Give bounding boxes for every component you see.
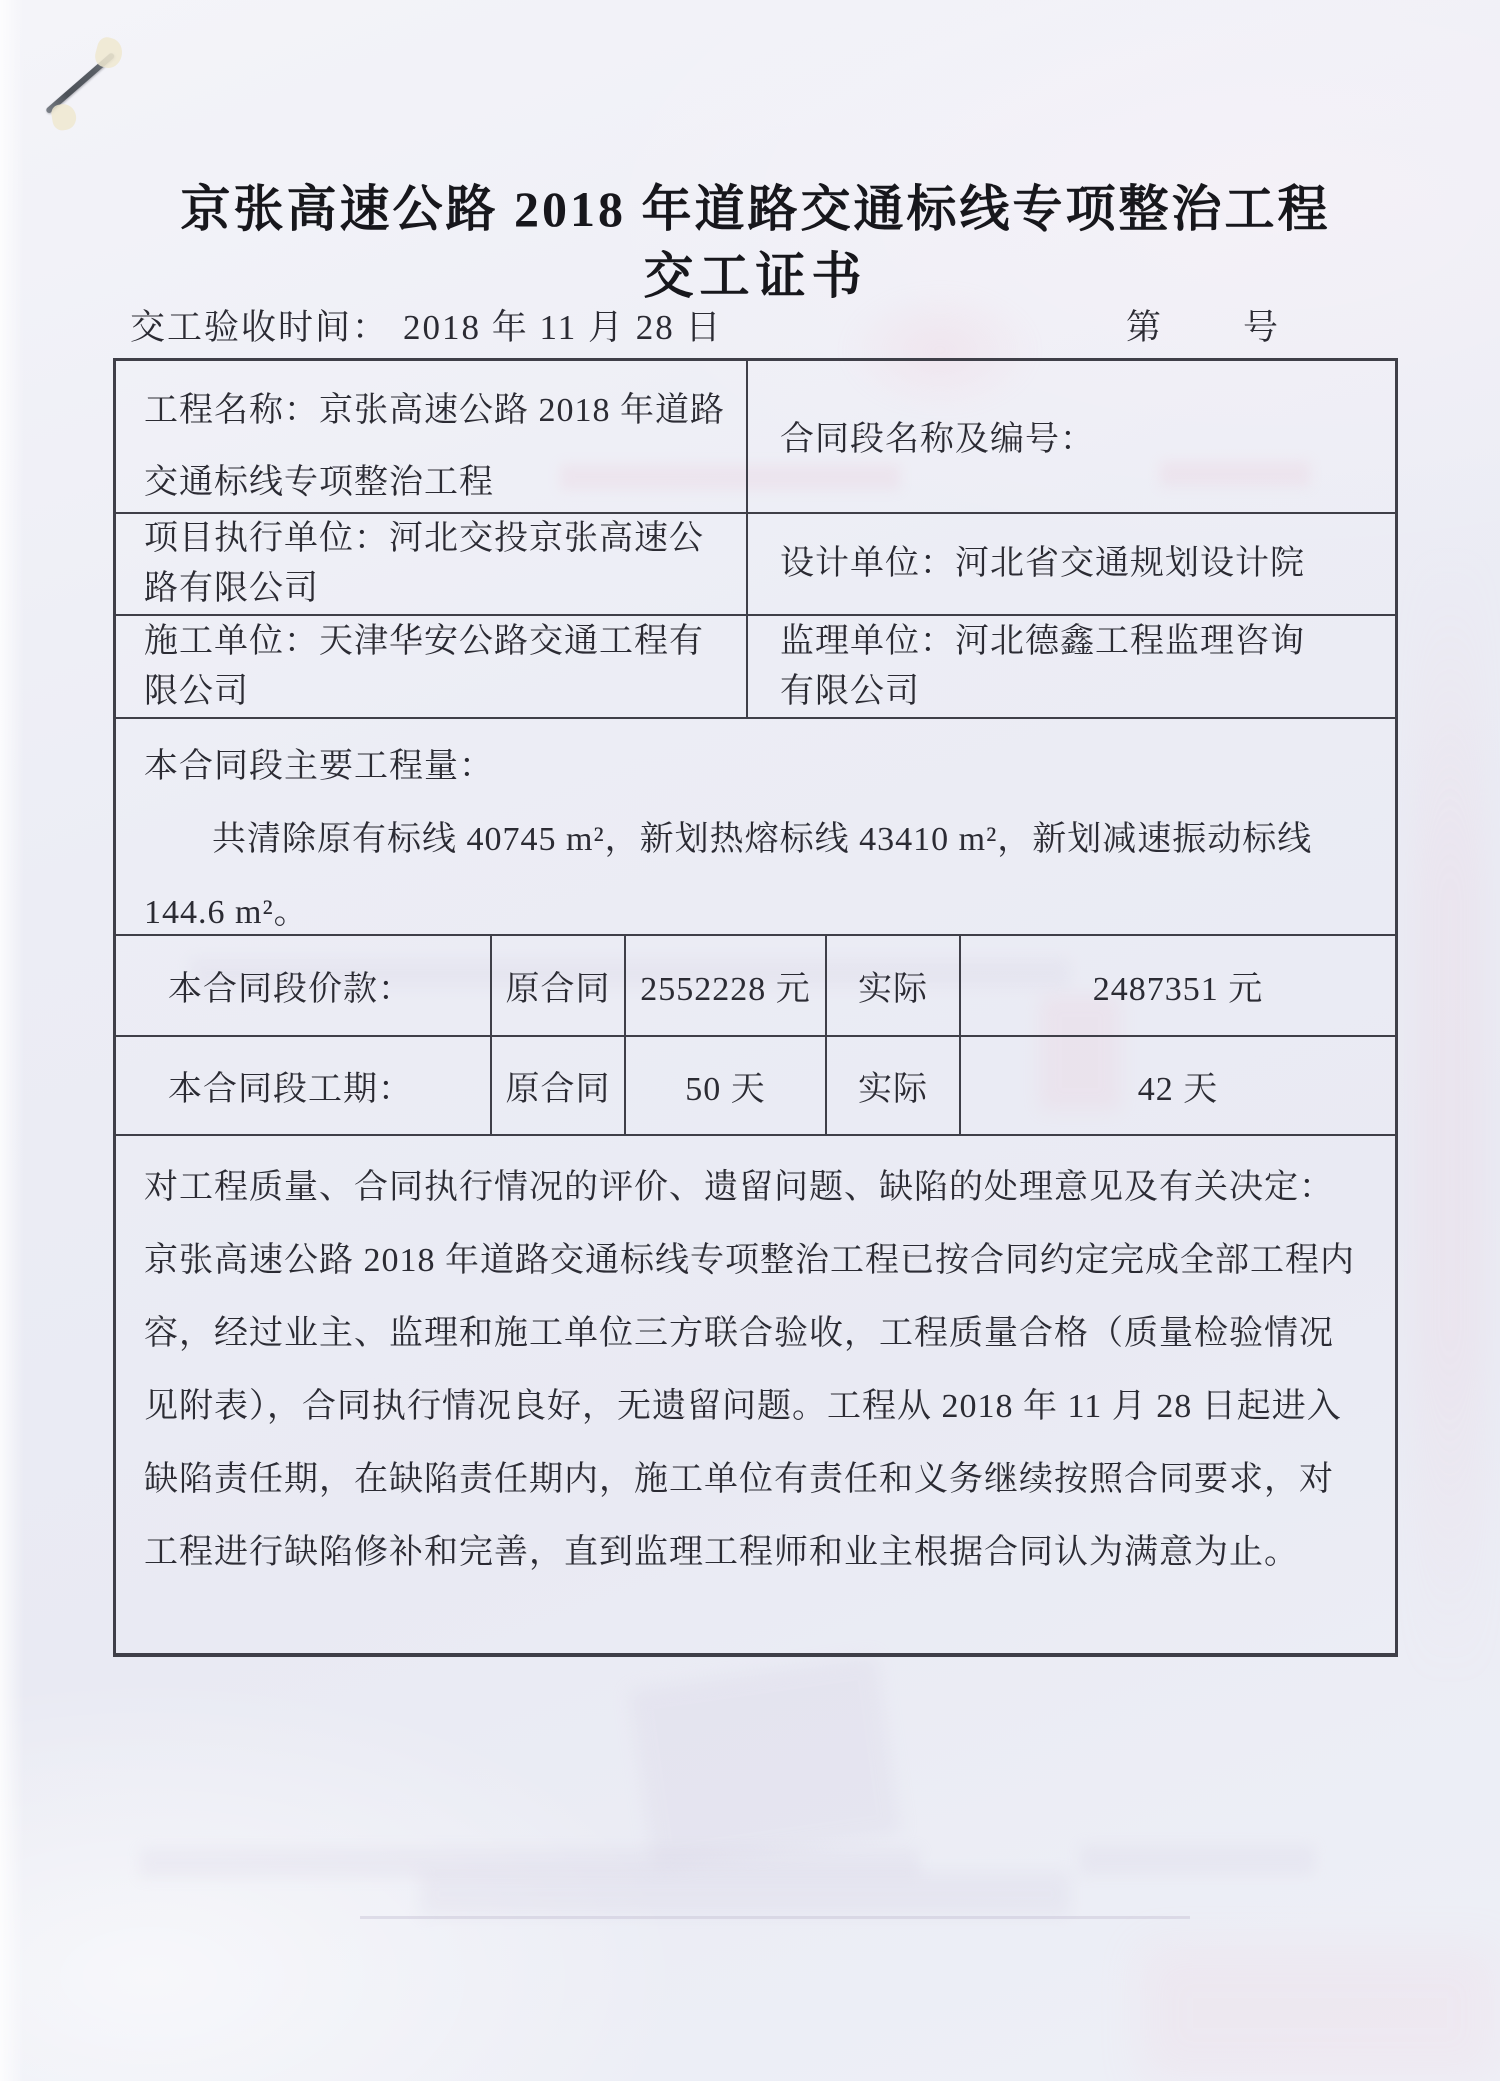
price-label-cell: 本合同段价款： <box>168 971 413 1008</box>
acceptance-time-label: 交工验收时间： <box>130 308 390 347</box>
contract-section-cell: 合同段名称及编号： <box>746 361 1395 519</box>
acceptance-time-value: 2018 年 11 月 28 日 <box>403 308 723 347</box>
table-row-quantities <box>116 717 1395 934</box>
quantities-title: 本合同段主要工程量： <box>144 748 494 785</box>
bleed-through-mark <box>140 1848 920 1878</box>
price-original-value-cell: 2552228 元 <box>624 936 825 1035</box>
scan-edge-highlight <box>0 0 24 2081</box>
evaluation-title: 对工程质量、合同执行情况的评价、遗留问题、缺陷的处理意见及有关决定： <box>144 1169 1334 1206</box>
construction-unit-cell: 施工单位：天津华安公路交通工程有限公司 <box>144 622 704 710</box>
evaluation-cell <box>116 1136 1395 1653</box>
evaluation-body: 京张高速公路 2018 年道路交通标线专项整治工程已按合同约定完成全部工程内容，经过业主、监理和施工单位三方联合验收，工程质量合格（质量检验情况见附表），合同执行情况良好，无遗留问题。工程从 2018 年 11 月 28 日起进入缺陷责任期，在缺陷责任期内，施工单位有责任和义务继续按照合同要求，对工程进行缺陷修补和完善，直到监理工程师和业主根据合同认为满意为止。 <box>144 1242 1355 1571</box>
table-row-project <box>116 361 1395 512</box>
duration-label-cell: 本合同段工期： <box>168 1071 413 1108</box>
serial-suffix: 号 <box>1242 308 1278 347</box>
duration-original-header-cell: 原合同 <box>490 1037 624 1134</box>
supervision-unit-cell: 监理单位：河北德鑫工程监理咨询有限公司 <box>746 616 1395 717</box>
bleed-through-handwriting <box>629 1655 902 1868</box>
executing-unit-cell: 项目执行单位：河北交投京张高速公路有限公司 <box>144 520 704 607</box>
design-unit-cell: 设计单位：河北省交通规划设计院 <box>746 514 1395 614</box>
duration-actual-value-cell: 42 天 <box>959 1037 1395 1134</box>
duration-original-value-cell: 50 天 <box>624 1037 825 1134</box>
serial-prefix: 第 <box>1125 308 1161 347</box>
table-row-price <box>116 934 1395 1035</box>
quantities-cell <box>116 719 1395 949</box>
price-actual-header-cell: 实际 <box>825 936 959 1035</box>
paper-tear-mark <box>50 102 78 132</box>
price-actual-value-cell: 2487351 元 <box>959 936 1395 1035</box>
table-row-units-1 <box>116 512 1395 614</box>
table-row-units-2 <box>116 614 1395 717</box>
bleed-through-mark <box>1415 540 1485 1690</box>
price-original-header-cell: 原合同 <box>490 936 624 1035</box>
table-row-duration <box>116 1035 1395 1134</box>
certificate-table <box>113 358 1398 1657</box>
title-line-1: 京张高速公路 2018 年道路交通标线专项整治工程 <box>180 181 1331 237</box>
document-title <box>113 178 1398 306</box>
project-name-cell: 工程名称：京张高速公路 2018 年道路交通标线专项整治工程 <box>144 392 725 501</box>
bleed-through-handwriting <box>420 1872 1070 1916</box>
title-line-2: 交工证书 <box>643 248 868 304</box>
bleed-through-line <box>360 1916 1190 1919</box>
bleed-through-mark <box>1080 1845 1315 1875</box>
serial-number <box>1126 303 1278 353</box>
meta-row <box>130 303 1398 355</box>
quantities-body: 共清除原有标线 40745 m²，新划热熔标线 43410 m²，新划减速振动标线 144.6 m²。 <box>144 821 1313 931</box>
duration-actual-header-cell: 实际 <box>825 1037 959 1134</box>
table-row-evaluation <box>116 1134 1395 1653</box>
bleed-through-mark <box>1140 1945 1500 2081</box>
